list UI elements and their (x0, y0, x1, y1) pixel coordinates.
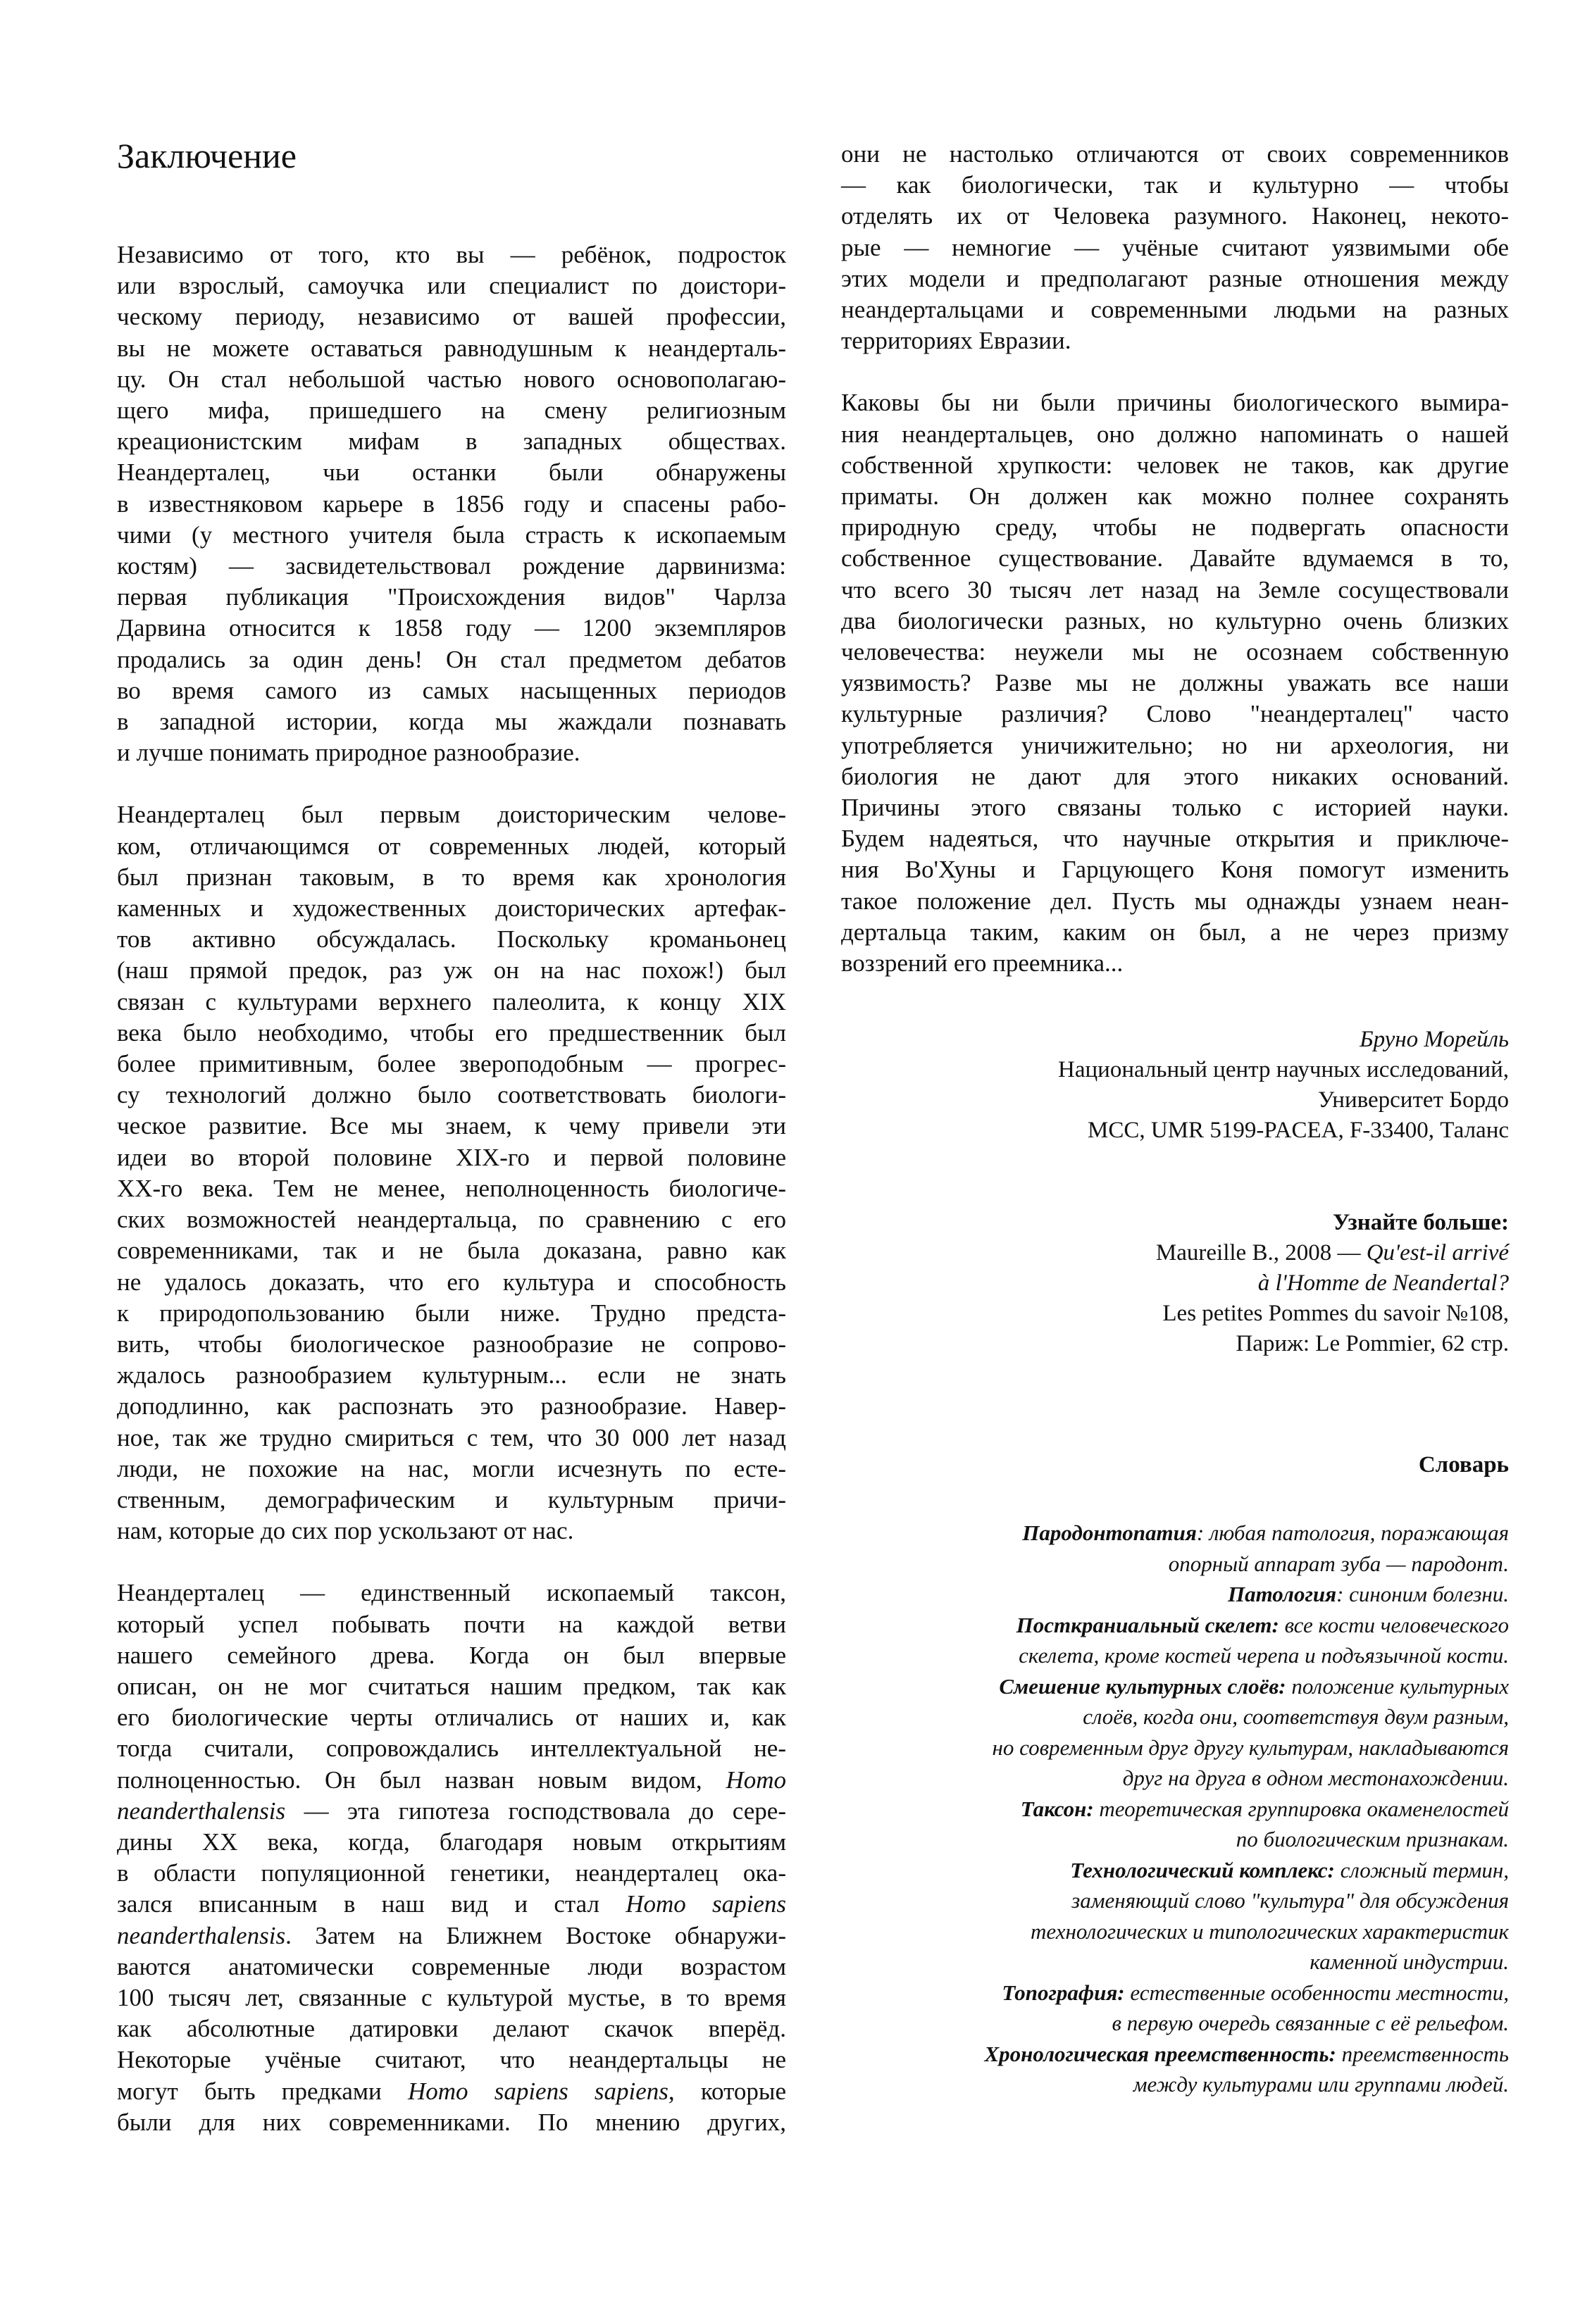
text-line: что всего 30 тысяч лет назад на Земле сосуществовали (841, 575, 1509, 604)
text-line: уязвимость? Разве мы не должны уважать все наши (841, 669, 1509, 697)
glossary-entry (804, 1671, 1509, 1794)
glossary-line: каменной индустрии. (1310, 1949, 1509, 1974)
text-line: в западной истории, когда мы жаждали познавать (117, 708, 786, 736)
text-line: были для них современниками. По мнению других, (117, 2108, 786, 2136)
text-line: Неандерталец был первым доисторическим челове- (117, 801, 786, 829)
text-line: его биологические черты отличались от наших и, как (117, 1704, 786, 1732)
text-line: современниками, так и не была доказана, равно как (117, 1237, 786, 1265)
text-line: Будем надеяться, что научные открытия и приключе- (841, 825, 1509, 853)
glossary-term: Хронологическая преемственность: (984, 2041, 1336, 2066)
text-line: креационистским мифам в западных обществах. (117, 427, 786, 456)
text-line: ное, так же трудно смириться с тем, что 30 000 лет назад (117, 1423, 786, 1451)
paragraph (117, 239, 786, 768)
text-line: первая публикация "Происхождения видов" Чарлза (117, 583, 786, 611)
reference-title: Qu'est-il arrivé (1366, 1240, 1509, 1266)
glossary-line: Технологический комплекс: сложный термин, (1070, 1857, 1509, 1882)
glossary (804, 1518, 1509, 2100)
text-line: 100 тысяч лет, связанные с культурой мустье, в то время (117, 1983, 786, 2011)
text-line: описан, он не мог считаться нашим предком, так как (117, 1672, 786, 1700)
glossary-heading: Словарь (1418, 1452, 1509, 1478)
text-line: биология не дают для этого никаких оснований. (841, 762, 1509, 790)
glossary-entry (804, 1518, 1509, 1579)
text-line: продались за один день! Он стал предметом дебатов (117, 645, 786, 673)
affiliation-line: Национальный центр научных исследований, (1058, 1057, 1509, 1082)
text-line: этих модели и предполагают разные отношения между (841, 264, 1509, 292)
text-line: природную среду, чтобы не подвергать опасности (841, 513, 1509, 542)
text-line: полноценностью. Он был назван новым видом, Homo (117, 1766, 786, 1794)
glossary-line: Хронологическая преемственность: преемственность (984, 2041, 1509, 2066)
reference-line (1156, 1238, 1509, 1268)
text-line: собственной хрупкости: человек не таков, как другие (841, 451, 1509, 479)
reference-publisher: Париж: Le Pommier, 62 стр. (1236, 1331, 1509, 1356)
text-line: связан с культурами верхнего палеолита, к концу XIX (117, 987, 786, 1016)
glossary-line: Посткраниальный скелет: все кости человеческого (1016, 1612, 1509, 1637)
glossary-line: Таксон: теоретическая группировка окаменелостей (1020, 1796, 1509, 1821)
glossary-term: Топография: (1002, 1980, 1125, 2005)
glossary-entry (804, 1978, 1509, 2039)
reference-title-continued: à l'Homme de Neandertal? (1257, 1270, 1509, 1296)
text-line: neanderthalensis — эта гипотеза господствовала до сере- (117, 1797, 786, 1825)
text-line: ственным, демографическим и культурным причи- (117, 1485, 786, 1513)
text-line: и лучше понимать природное разнообразие. (117, 739, 580, 767)
glossary-entry (804, 1579, 1509, 1610)
text-line: ждалось разнообразием культурным... если не знать (117, 1361, 786, 1389)
glossary-entry (804, 1794, 1509, 1855)
glossary-entry (804, 1855, 1509, 1978)
text-line: Независимо от того, кто вы — ребёнок, подросток (117, 241, 786, 268)
text-line: каменных и художественных доисторических артефак- (117, 894, 786, 923)
glossary-line: Пародонтопатия: любая патология, поражающая (1022, 1520, 1509, 1545)
text-line: Причины этого связаны только с историей науки. (841, 794, 1509, 822)
affiliation-line: Университет Бордо (1317, 1087, 1509, 1113)
text-line: такое положение дел. Пусть мы однажды узнаем неан- (841, 887, 1509, 915)
text-line: неандертальцами и современными людьми на разных (841, 296, 1509, 324)
text-line: ских возможностей неандертальца, по сравнению с его (117, 1206, 786, 1234)
glossary-line: слоёв, когда они, соответствуя двум разным, (1083, 1704, 1509, 1729)
text-line: neanderthalensis. Затем на Ближнем Востоке обнаружи- (117, 1921, 786, 1949)
text-line: в области популяционной генетики, неандерталец ока- (117, 1859, 786, 1887)
text-line: Некоторые учёные считают, что неандертальцы не (117, 2046, 786, 2074)
text-line: вы не можете оставаться равнодушным к неандерталь- (117, 334, 786, 362)
text-line: территориях Евразии. (841, 327, 1071, 355)
text-line: ния Во'Хуны и Гарцующего Коня помогут изменить (841, 856, 1509, 884)
text-line: костям) — засвидетельствовал рождение дарвинизма: (117, 552, 786, 580)
text-line: Дарвина относится к 1858 году — 1200 экземпляров (117, 614, 786, 642)
glossary-term: Таксон: (1020, 1796, 1094, 1821)
glossary-term: Посткраниальный скелет: (1016, 1612, 1279, 1637)
glossary-line: друг на друга в одном местонахождении. (1122, 1766, 1509, 1790)
paragraph (117, 799, 786, 1547)
text-line: су технологий должно было соответствовать биологи- (117, 1081, 786, 1109)
text-line: употребляется уничижительно; но ни археология, ни (841, 731, 1509, 759)
glossary-line: между культурами или группами людей. (1133, 2072, 1509, 2097)
text-line: люди, не похожие на нас, могли исчезнуть по есте- (117, 1454, 786, 1482)
glossary-term: Патология (1227, 1582, 1337, 1606)
author-signature (1058, 1025, 1509, 1146)
text-line: воззрений его преемника... (841, 949, 1124, 977)
text-line: два биологически разных, но культурно очень близких (841, 606, 1509, 635)
text-line: они не настолько отличаются от своих современников (841, 140, 1509, 168)
glossary-term: Пародонтопатия (1022, 1520, 1197, 1545)
text-line: был признан таковым, в то время как хронология (117, 863, 786, 891)
text-line: дины XX века, когда, благодаря новым открытиям (117, 1828, 786, 1856)
left-column (117, 239, 786, 2169)
glossary-line: Смешение культурных слоёв: положение культурных (999, 1673, 1509, 1699)
text-line: ком, отличающимся от современных людей, который (117, 832, 786, 860)
glossary-entry (804, 1610, 1509, 1671)
italic-taxon: neanderthalensis (117, 1797, 286, 1825)
text-line: ваются анатомически современные люди возрастом (117, 1952, 786, 1980)
glossary-line: заменяющий слово "культура" для обсуждения (1071, 1888, 1509, 1913)
reference-author-year: Maureille B., 2008 — (1155, 1240, 1367, 1266)
text-line: или взрослый, самоучка или специалист по доистори- (117, 272, 786, 300)
text-line: к природопользованию были ниже. Трудно предста- (117, 1299, 786, 1327)
italic-taxon: Homo sapiens (626, 1890, 786, 1918)
glossary-line: скелета, кроме костей черепа и подъязычной кости. (1019, 1643, 1509, 1668)
paragraph (841, 387, 1509, 979)
text-line: тогда считали, сопровождались интеллектуальной не- (117, 1735, 786, 1763)
text-line: который успел побывать почти на каждой ветви (117, 1610, 786, 1638)
text-line: (наш прямой предок, раз уж он на нас похож!) был (117, 956, 786, 985)
text-line: могут быть предками Homo sapiens sapiens, которые (117, 2077, 786, 2105)
text-line: более примитивным, более звероподобным — прогрес- (117, 1050, 786, 1078)
glossary-line: но современным друг другу культурам, накладываются (992, 1735, 1509, 1760)
paragraph (841, 139, 1509, 356)
text-line: идеи во второй половине XIX-го и первой половине (117, 1143, 786, 1171)
text-line: человечества: неужели мы не осознаем собственную (841, 638, 1509, 666)
right-column (841, 139, 1509, 1010)
paragraph (117, 1578, 786, 2138)
text-line: XX-го века. Тем не менее, неполноценность биологиче- (117, 1174, 786, 1202)
text-line: цу. Он стал небольшой частью нового основополагаю- (117, 365, 786, 393)
page-title: Заключение (117, 136, 297, 175)
text-line: Каковы бы ни были причины биологического вымира- (841, 389, 1509, 417)
text-line: ния неандертальцев, оно должно напоминать о нашей (841, 420, 1509, 448)
text-line: ческое развитие. Все мы знаем, к чему привели эти (117, 1112, 786, 1140)
glossary-line: Топография: естественные особенности местности, (1002, 1980, 1509, 2005)
text-line: рые — немногие — учёные считают уязвимыми обе (841, 233, 1509, 261)
text-line: дертальца таким, каким он был, а не через призму (841, 918, 1509, 946)
learn-more-heading: Узнайте больше: (1333, 1210, 1509, 1235)
author-name: Бруно Морейль (1360, 1027, 1509, 1052)
text-line: чими (у местного учителя была страсть к ископаемым (117, 520, 786, 549)
text-line: ческому периоду, независимо от вашей профессии, (117, 303, 786, 331)
affiliation-line: MCC, UMR 5199-PACEA, F-33400, Таланс (1088, 1118, 1509, 1143)
text-line: щего мифа, пришедшего на смену религиозным (117, 396, 786, 425)
text-line: Неандерталец, чьи останки были обнаружены (117, 458, 786, 487)
text-line: как абсолютные датировки делают скачок вперёд. (117, 2015, 786, 2043)
learn-more-section (1156, 1208, 1509, 1359)
glossary-line: по биологическим признакам. (1236, 1827, 1509, 1851)
italic-taxon: Homo sapiens sapiens (407, 2077, 668, 2105)
text-line: тов активно обсуждалась. Поскольку кроманьонец (117, 925, 786, 954)
text-line: в известняковом карьере в 1856 году и спасены рабо- (117, 489, 786, 518)
text-line: собственное существование. Давайте вдумаемся в то, (841, 544, 1509, 573)
text-line: вить, чтобы биологическое разнообразие не сопрово- (117, 1330, 786, 1358)
glossary-line: Патология: синоним болезни. (1227, 1582, 1509, 1606)
glossary-entry (804, 2039, 1509, 2100)
glossary-line: опорный аппарат зуба — пародонт. (1168, 1551, 1509, 1576)
text-line: приматы. Он должен как можно полнее сохранять (841, 482, 1509, 511)
text-line: во время самого из самых насыщенных периодов (117, 676, 786, 704)
text-line: культурные различия? Слово "неандерталец" часто (841, 700, 1509, 728)
text-line: отделять их от Человека разумного. Наконец, некото- (841, 202, 1509, 230)
italic-taxon: neanderthalensis (117, 1921, 286, 1949)
text-line: доподлинно, как распознать это разнообразие. Навер- (117, 1392, 786, 1420)
text-line: не удалось доказать, что его культура и способность (117, 1268, 786, 1296)
glossary-term: Технологический комплекс: (1070, 1857, 1335, 1882)
text-line: — как биологически, так и культурно — чтобы (841, 171, 1509, 199)
text-line: нашего семейного древа. Когда он был впервые (117, 1641, 786, 1669)
text-line: Неандерталец — единственный ископаемый таксон, (117, 1579, 786, 1607)
glossary-line: технологических и типологических характеристик (1030, 1918, 1509, 1944)
italic-taxon: Homo (726, 1766, 786, 1794)
text-line: века было необходимо, чтобы его предшественник был (117, 1018, 786, 1047)
text-line: зался вписанным в наш вид и стал Homo sapiens (117, 1890, 786, 1918)
reference-series: Les petites Pommes du savoir №108, (1162, 1301, 1509, 1326)
glossary-line: в первую очередь связанные с её рельефом. (1112, 2011, 1509, 2035)
glossary-term: Смешение культурных слоёв: (999, 1673, 1286, 1699)
text-line: нам, которые до сих пор ускользают от нас. (117, 1517, 574, 1545)
